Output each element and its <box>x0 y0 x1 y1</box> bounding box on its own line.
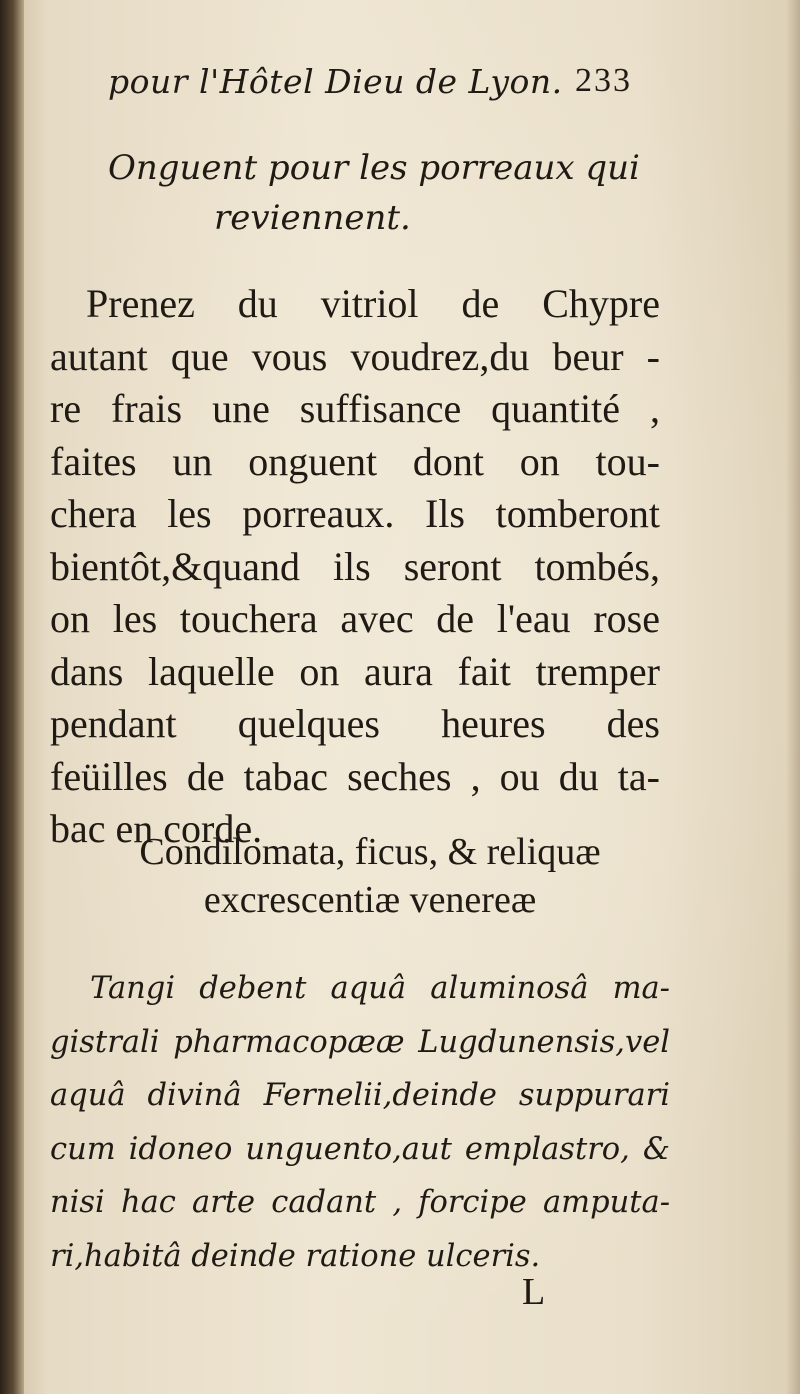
section-line: Tangi debent aquâ aluminosâ ma- <box>90 971 670 1006</box>
section-line: ri,habitâ deinde ratione ulceris. <box>50 1238 541 1274</box>
recipe-line: bientôt,&quand ils seront tombés, <box>50 543 660 589</box>
catchword: L <box>522 1271 546 1313</box>
section-title-line-1: Condilomata, ficus, & reliquæ <box>139 831 601 873</box>
page-edge-shadow <box>786 0 800 1394</box>
section-line: aquâ divinâ Fernelii,deinde suppurari <box>50 1078 670 1113</box>
recipe-line: pendant quelques heures des <box>50 701 660 746</box>
section-line: cum idoneo unguento,aut emplastro, & <box>50 1131 670 1167</box>
recipe-line: autant que vous voudrez,du beur - <box>50 333 660 379</box>
recipe-line: chera les porreaux. Ils tomberont <box>50 491 660 536</box>
recipe-line: Prenez du vitriol de Chypre <box>86 281 660 326</box>
recipe-line: on les touchera avec de l'eau rose <box>50 596 660 641</box>
recipe-body <box>50 278 660 856</box>
recipe-line: faites un onguent dont on tou- <box>50 438 660 484</box>
recipe-line: dans laquelle on aura fait tremper <box>50 648 660 694</box>
section-line: gistrali pharmacopææ Lugdunensis,vel <box>50 1024 670 1060</box>
section-line: nisi hac arte cadant , forcipe amputa- <box>50 1185 670 1220</box>
running-head: pour l'Hôtel Dieu de Lyon. <box>108 62 563 101</box>
recipe-title-line-2: reviennent. <box>214 198 411 238</box>
recipe-line: re frais une suffisance quantité , <box>50 386 660 431</box>
section-title <box>70 828 670 924</box>
section-body <box>50 962 670 1283</box>
section-title-line-2: excrescentiæ venereæ <box>203 879 537 921</box>
page-number: 233 <box>575 62 632 99</box>
recipe-title-line-1: Onguent pour les porreaux qui <box>108 148 640 188</box>
recipe-line: bac en corde. <box>50 806 263 851</box>
book-spine-shadow <box>0 0 24 1394</box>
recipe-line: feüilles de tabac seches , ou du ta- <box>50 753 660 799</box>
